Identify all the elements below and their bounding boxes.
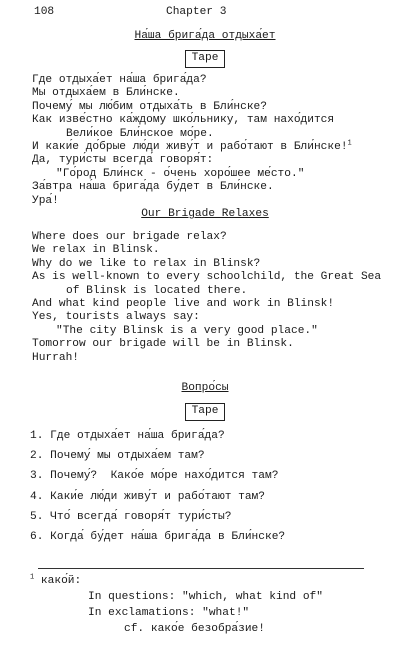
- tape-label: Tape: [185, 50, 226, 68]
- question-item: 2. Почему́ мы отдыха́ем там?: [30, 450, 205, 463]
- english-line: of Blinsk is located there.: [66, 284, 248, 297]
- english-title: Our Brigade Relaxes: [141, 208, 269, 220]
- footnote-line: In exclamations: "what!": [88, 607, 250, 619]
- russian-text: [32, 74, 402, 208]
- question-item: 5. Что́ всегда́ говоря́т тури́сты?: [30, 510, 232, 523]
- footnote: [30, 573, 400, 637]
- footnote-divider: [38, 568, 364, 569]
- page-header: [34, 6, 394, 20]
- footnote-number: 1: [30, 573, 35, 582]
- russian-tape-label-wrap: [0, 50, 410, 68]
- question-item: 3. Почему́? Како́е мо́ре нахо́дится там?: [30, 470, 279, 483]
- footnote-line: cf. како́е безобра́зие!: [124, 623, 265, 635]
- english-line: Hurrah!: [32, 351, 79, 364]
- footnote-term-line: [30, 573, 400, 589]
- russian-line-with-footnote: [32, 141, 402, 154]
- russian-line: Мы отдыха́ем в Бли́нске.: [32, 87, 180, 100]
- russian-line: И каки́е до́брые лю́ди живу́т и рабо́тают в Бли́нске!: [32, 141, 348, 154]
- russian-title: На́ша брига́да отдыха́ет: [134, 30, 276, 42]
- russian-line: Почему́ мы лю́бим отдыха́ть в Бли́нске?: [32, 100, 267, 113]
- english-line: As is well-known to every schoolchild, the Great Sea: [32, 271, 382, 284]
- english-text: [32, 231, 402, 365]
- russian-line: Вели́кое Бли́нское мо́ре.: [66, 127, 214, 140]
- english-line: And what kind people live and work in Blinsk!: [32, 298, 335, 311]
- question-item: 1. Где отдыха́ет на́ша брига́да?: [30, 430, 225, 442]
- english-line: Where does our brigade relax?: [32, 231, 227, 243]
- questions-title: Вопро́сы: [181, 382, 229, 394]
- english-line: Yes, tourists always say:: [32, 311, 200, 324]
- english-line: Tomorrow our brigade will be in Blinsk.: [32, 338, 294, 351]
- footnote-marker: 1: [347, 139, 352, 148]
- russian-line: "Го́род Бли́нск - о́чень хоро́шее ме́сто.": [56, 167, 305, 180]
- questions-tape-label-wrap: [0, 403, 410, 421]
- question-item: 6. Когда́ бу́дет на́ша брига́да в Бли́нске?: [30, 530, 286, 543]
- english-line: We relax in Blinsk.: [32, 244, 160, 257]
- footnote-term: како́й:: [40, 575, 82, 587]
- questions-list: [30, 426, 400, 547]
- chapter-label: Chapter 3: [166, 6, 227, 18]
- tape-label: Tape: [185, 403, 226, 421]
- russian-line: Ура́!: [32, 194, 59, 207]
- russian-line: За́втра на́ша брига́да бу́дет в Бли́нске.: [32, 181, 274, 194]
- russian-line: Где отдыха́ет на́ша брига́да?: [32, 74, 207, 86]
- russian-line: Как изве́стно ка́ждому шко́льнику, там нахо́дится: [32, 114, 335, 127]
- english-line: "The city Blinsk is a very good place.": [56, 324, 318, 337]
- page-number: 108: [34, 6, 55, 18]
- russian-line: Да, тури́сты всегда́ говоря́т:: [32, 154, 214, 167]
- question-item: 4. Каки́е лю́ди живу́т и рабо́тают там?: [30, 490, 265, 503]
- english-line: Why do we like to relax in Blinsk?: [32, 257, 261, 270]
- footnote-line: In questions: "which, what kind of": [88, 591, 323, 603]
